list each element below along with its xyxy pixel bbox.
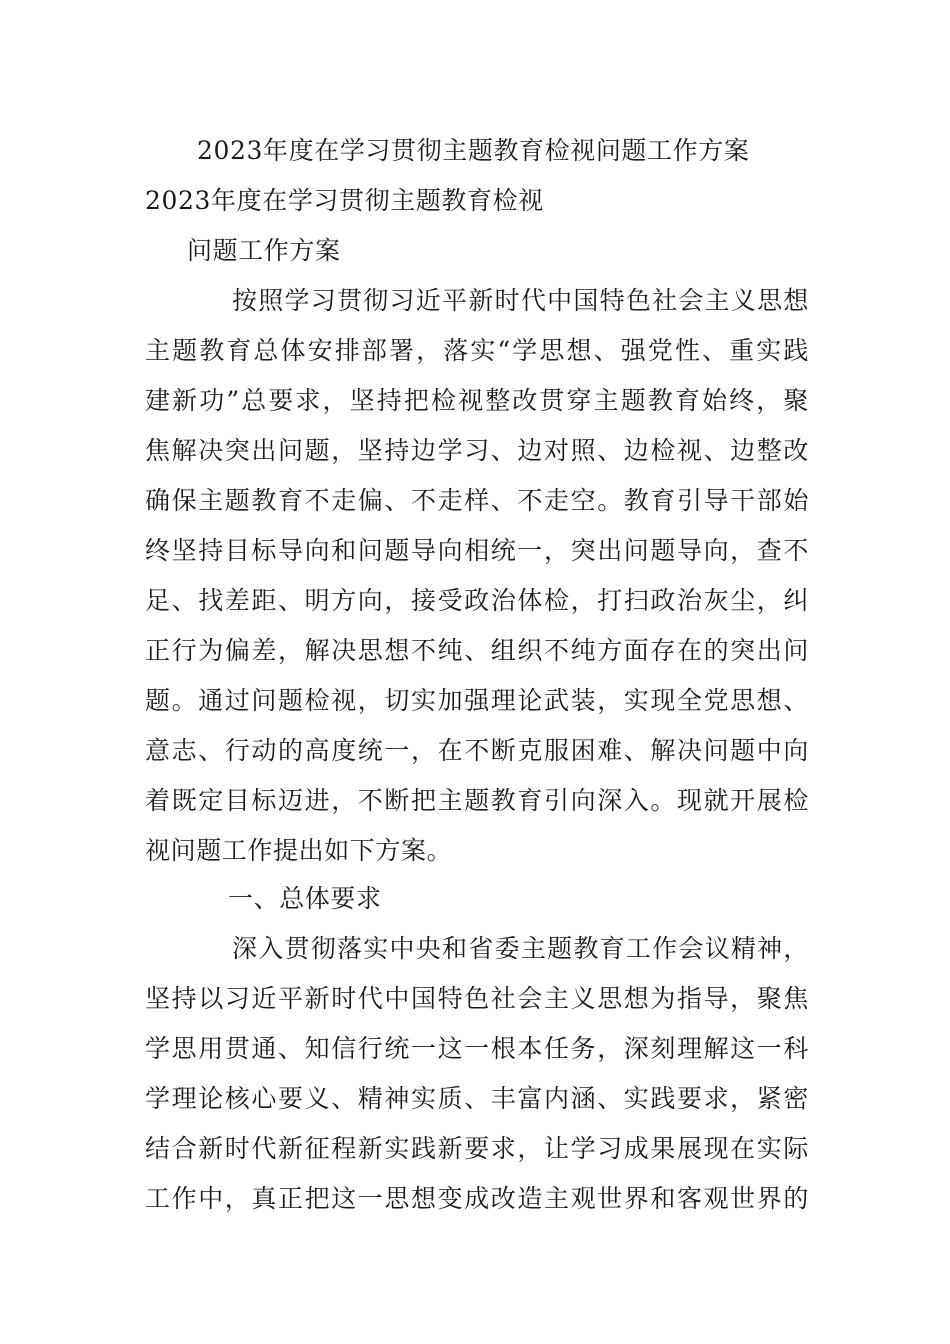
paragraph-1-line: 按照学习贯彻习近平新时代中国特色社会主义思想 bbox=[232, 286, 809, 315]
paragraph-1-line: 焦解决突出问题，坚持边学习、边对照、边检视、边整改 bbox=[145, 436, 809, 465]
section-1-heading: 一、总体要求 bbox=[228, 884, 382, 913]
paragraph-2-line: 深入贯彻落实中央和省委主题教育工作会议精神， bbox=[232, 934, 809, 963]
paragraph-2-line: 学理论核心要义、精神实质、丰富内涵、实践要求，紧密 bbox=[145, 1084, 809, 1113]
paragraph-1-line: 足、找差距、明方向，接受政治体检，打扫政治灰尘，纠 bbox=[145, 586, 809, 615]
paragraph-1-line: 主题教育总体安排部署，落实“学思想、强党性、重实践 bbox=[145, 336, 809, 365]
document-subtitle-line-1: 2023年度在学习贯彻主题教育检视 bbox=[145, 186, 544, 215]
paragraph-1-line: 建新功”总要求，坚持把检视整改贯穿主题教育始终，聚 bbox=[145, 386, 809, 415]
document-subtitle-line-2: 问题工作方案 bbox=[187, 236, 341, 265]
paragraph-2-line: 结合新时代新征程新实践新要求，让学习成果展现在实际 bbox=[145, 1134, 809, 1163]
paragraph-1-line: 正行为偏差，解决思想不纯、组织不纯方面存在的突出问 bbox=[145, 636, 809, 665]
paragraph-1-line: 题。通过问题检视，切实加强理论武装，实现全党思想、 bbox=[145, 686, 809, 715]
paragraph-1-line: 视问题工作提出如下方案。 bbox=[145, 836, 453, 865]
paragraph-1-line: 意志、行动的高度统一，在不断克服困难、解决问题中向 bbox=[145, 736, 809, 765]
paragraph-1-line: 着既定目标迈进，不断把主题教育引向深入。现就开展检 bbox=[145, 786, 809, 815]
paragraph-1-line: 确保主题教育不走偏、不走样、不走空。教育引导干部始 bbox=[145, 486, 809, 515]
paragraph-2-line: 学思用贯通、知信行统一这一根本任务，深刻理解这一科 bbox=[145, 1034, 809, 1063]
paragraph-1-line: 终坚持目标导向和问题导向相统一，突出问题导向，查不 bbox=[145, 536, 809, 565]
paragraph-2-line: 工作中，真正把这一思想变成改造主观世界和客观世界的 bbox=[145, 1184, 809, 1213]
paragraph-2-line: 坚持以习近平新时代中国特色社会主义思想为指导，聚焦 bbox=[145, 984, 809, 1013]
document-title: 2023年度在学习贯彻主题教育检视问题工作方案 bbox=[197, 136, 750, 165]
